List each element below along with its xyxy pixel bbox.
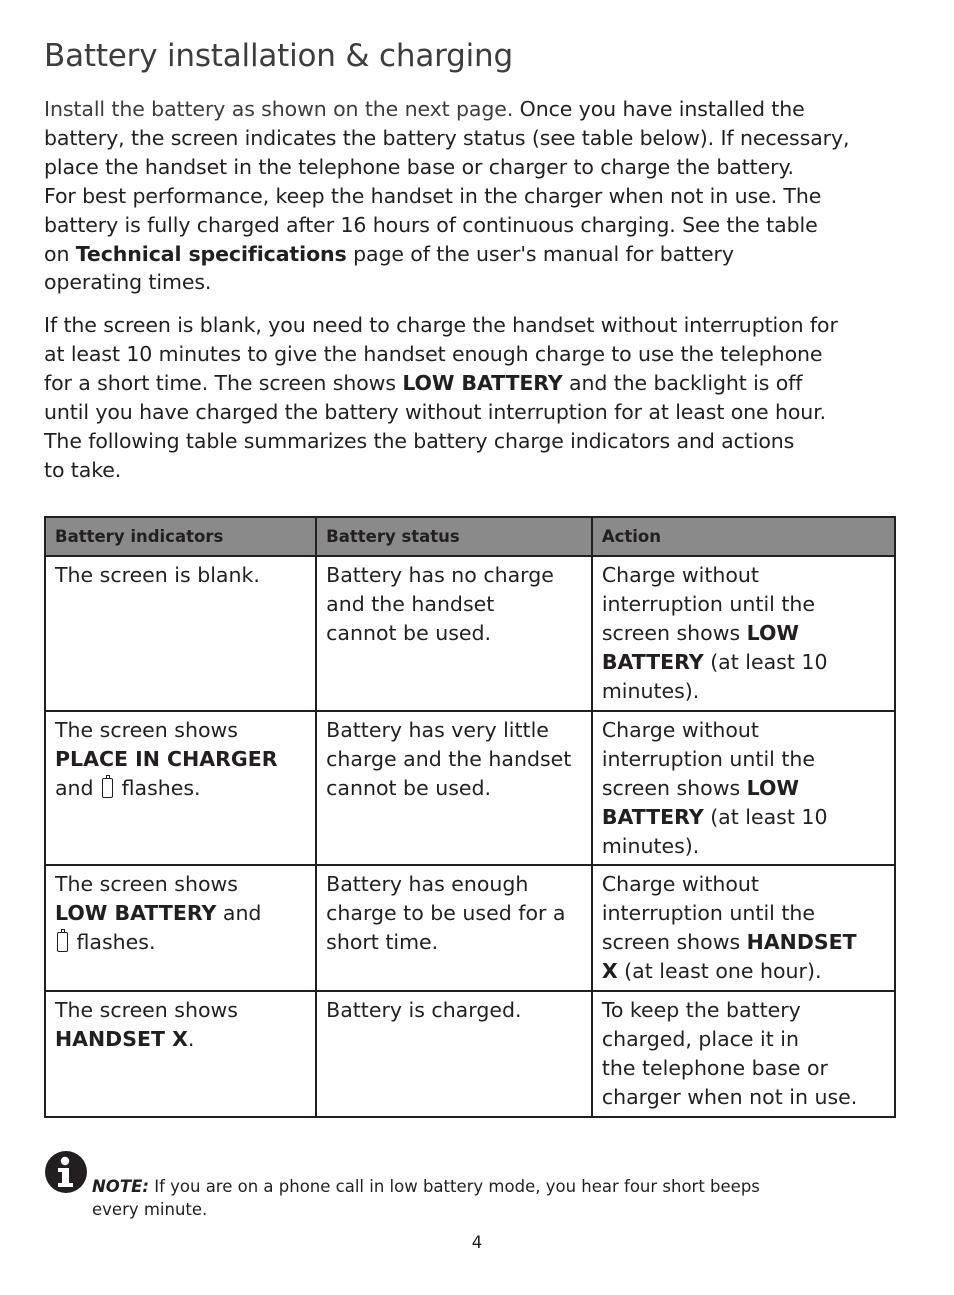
table-row <box>45 711 895 866</box>
indicator-cell <box>45 556 316 711</box>
cell-line: minutes). <box>601 833 700 858</box>
cell-line: The screen is blank. <box>55 562 260 587</box>
intro-text: Install the battery as shown on the next page. <box>44 97 520 121</box>
low-battery-text: LOW BATTERY <box>55 901 217 926</box>
technical-specifications-reference: Technical specifications <box>75 241 347 266</box>
handset-x-text: HANDSET X <box>55 1026 188 1051</box>
indicator-cell <box>45 711 316 866</box>
low-battery-text: LOW BATTERY <box>402 371 563 396</box>
table-row <box>45 556 895 711</box>
para2-line-6: to take. <box>44 457 122 482</box>
table-row <box>45 991 895 1117</box>
table-row <box>45 865 895 991</box>
cell-line: Battery has enough <box>326 872 529 897</box>
cell-line: Battery has very little <box>326 717 549 742</box>
cell-line <box>55 745 306 774</box>
cell-text: and <box>55 775 101 800</box>
para2-line-2: at least 10 minutes to give the handset enough charge to use the telephone <box>44 342 823 367</box>
para2-text: for a short time. The screen shows <box>44 371 403 396</box>
cell-line: charge and the handset <box>326 746 572 771</box>
page-content <box>44 30 896 485</box>
cell-text: and <box>216 901 262 926</box>
note-text <box>92 1175 760 1221</box>
para2-line-4: until you have charged the battery without interruption for at least one hour. <box>44 400 827 425</box>
status-cell <box>316 865 592 991</box>
cell-line: interruption until the <box>601 901 816 926</box>
para2-text: and the backlight is off <box>562 371 803 396</box>
blank-screen-paragraph <box>44 311 896 484</box>
status-cell <box>316 556 592 711</box>
note-label: NOTE: <box>92 1177 149 1196</box>
cell-line: Charge without <box>601 872 759 897</box>
cell-line: charger when not in use. <box>601 1084 858 1109</box>
cell-line <box>602 774 885 803</box>
note-body: If you are on a phone call in low battery mode, you hear four short beeps <box>148 1177 760 1196</box>
cell-text: screen shows <box>601 930 747 955</box>
battery-indicator-table <box>44 516 896 1118</box>
cell-line <box>55 899 306 928</box>
action-cell <box>592 865 895 991</box>
cell-line <box>602 803 885 832</box>
cell-line: To keep the battery <box>601 998 801 1023</box>
header-battery-status: Battery status <box>316 517 592 556</box>
cell-line <box>602 619 885 648</box>
intro-line-5: battery is fully charged after 16 hours of continuous charging. See the table <box>44 212 818 237</box>
intro-paragraph <box>44 95 896 297</box>
intro-line-3: place the handset in the telephone base or charger to charge the battery. <box>44 154 794 179</box>
indicator-cell <box>45 865 316 991</box>
cell-line: short time. <box>326 930 439 955</box>
intro-line-6 <box>44 240 896 269</box>
intro-line-1 <box>44 95 896 124</box>
cell-line <box>602 957 885 986</box>
action-cell <box>592 711 895 866</box>
cell-bold-text: BATTERY <box>601 804 704 829</box>
cell-line: the telephone base or <box>601 1055 828 1080</box>
page-number: 4 <box>471 1233 483 1252</box>
cell-line: minutes). <box>601 678 700 703</box>
status-cell <box>316 711 592 866</box>
cell-line: cannot be used. <box>326 620 492 645</box>
cell-bold-text: LOW <box>746 620 800 645</box>
intro-line-2: battery, the screen indicates the battery status (see table below). If necessary, <box>44 125 850 150</box>
cell-line: and the handset <box>326 591 495 616</box>
intro-line-7: operating times. <box>44 270 212 295</box>
cell-line: Charge without <box>601 717 759 742</box>
cell-text: . <box>187 1026 195 1051</box>
cell-line: Battery has no charge <box>326 562 554 587</box>
intro-text: Once you have installed the <box>519 97 805 121</box>
intro-text: on <box>44 241 76 266</box>
action-cell <box>592 556 895 711</box>
cell-line <box>55 928 306 957</box>
cell-bold-text: X <box>601 959 618 984</box>
cell-text: screen shows <box>601 775 747 800</box>
cell-bold-text: HANDSET <box>746 930 857 955</box>
cell-line <box>55 774 306 803</box>
cell-line <box>602 648 885 677</box>
para2-line-3 <box>44 369 896 398</box>
place-in-charger-text: PLACE IN CHARGER <box>55 746 278 771</box>
cell-text: (at least one hour). <box>617 959 822 984</box>
cell-bold-text: BATTERY <box>601 649 704 674</box>
cell-line: The screen shows <box>55 998 238 1023</box>
cell-line <box>55 1025 306 1054</box>
indicator-cell <box>45 991 316 1117</box>
cell-line: Battery is charged. <box>326 998 522 1023</box>
note-line-1 <box>92 1175 760 1198</box>
info-icon <box>44 1150 88 1194</box>
cell-text: flashes. <box>115 775 201 800</box>
battery-icon <box>57 932 68 952</box>
status-cell <box>316 991 592 1117</box>
header-battery-indicators: Battery indicators <box>45 517 316 556</box>
cell-text: (at least 10 <box>703 804 828 829</box>
para2-line-1: If the screen is blank, you need to charge the handset without interruption for <box>44 313 838 338</box>
note-line-2: every minute. <box>92 1200 208 1219</box>
intro-text: page of the user's manual for battery <box>346 241 734 266</box>
cell-line: interruption until the <box>601 746 816 771</box>
cell-line: Charge without <box>601 562 759 587</box>
action-cell <box>592 991 895 1117</box>
battery-icon <box>102 778 113 798</box>
cell-line <box>602 928 885 957</box>
para2-line-5: The following table summarizes the battery charge indicators and actions <box>44 428 795 453</box>
table-header-row <box>45 517 895 556</box>
cell-line: The screen shows <box>55 717 238 742</box>
page-title: Battery installation & charging <box>44 38 513 74</box>
cell-bold-text: LOW <box>746 775 800 800</box>
cell-line: The screen shows <box>55 872 238 897</box>
cell-text: (at least 10 <box>703 649 828 674</box>
cell-line: cannot be used. <box>326 775 492 800</box>
cell-line: charge to be used for a <box>326 901 566 926</box>
intro-line-4: For best performance, keep the handset in the charger when not in use. The <box>44 183 822 208</box>
header-action: Action <box>592 517 895 556</box>
cell-text: screen shows <box>601 620 747 645</box>
cell-text: flashes. <box>70 930 156 955</box>
cell-line: interruption until the <box>601 591 816 616</box>
cell-line: charged, place it in <box>601 1026 799 1051</box>
